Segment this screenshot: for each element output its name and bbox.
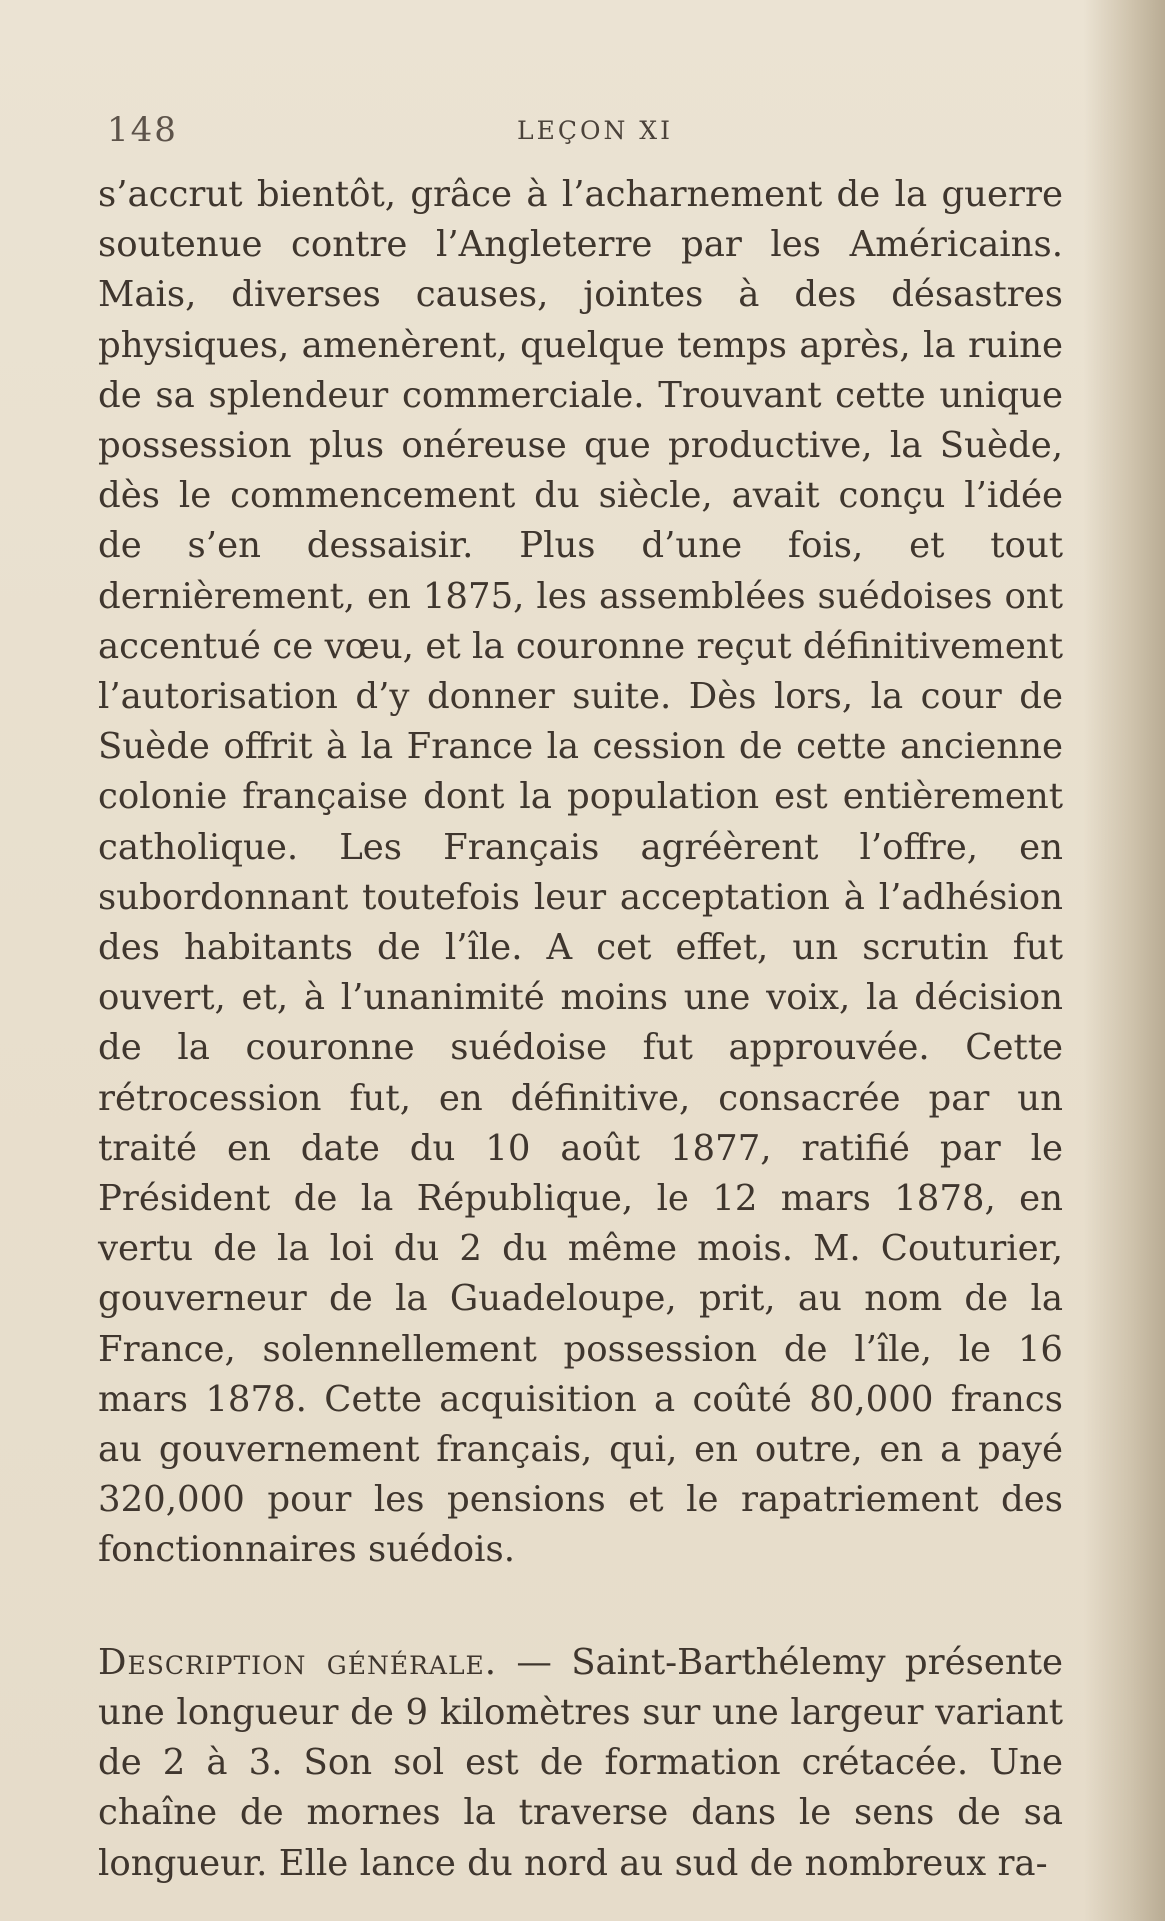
- page-number: 148: [107, 110, 178, 150]
- page-header: [97, 110, 1082, 150]
- paragraph-description: [98, 1638, 1063, 1889]
- section-heading-description: Description générale.: [98, 1641, 498, 1683]
- paragraph-history: s’accrut bientôt, grâce à l’acharnement de la guerre soutenue contre l’Angleterre par les Américains. Mais, diverses causes, jointes à des désastres physiques, amenèrent, quelque temps après, la ruine de sa splendeur commerciale. Trouvant cette unique possession plus onéreuse que productive, la Suède, dès le commencement du siècle, avait conçu l’idée de s’en dessaisir. Plus d’une fois, et tout dernièrement, en 1875, les assemblées suédoises ont accentué ce vœu, et la couronne reçut définitivement l’autorisation d’y donner suite. Dès lors, la cour de Suède offrit à la France la cession de cette ancienne colonie française dont la population est entièrement catholique. Les Français agréèrent l’offre, en subordonnant toutefois leur acceptation à l’adhésion des habitants de l’île. A cet effet, un scrutin fut ouvert, et, à l’unanimité moins une voix, la décision de la couronne suédoise fut approuvée. Cette rétrocession fut, en définitive, consacrée par un traité en date du 10 août 1877, ratifié par le Président de la République, le 12 mars 1878, en vertu de la loi du 2 du même mois. M. Couturier, gouverneur de la Guadeloupe, prit, au nom de la France, solennellement possession de l’île, le 16 mars 1878. Cette acquisition a coûté 80,000 francs au gouvernement français, qui, en outre, en a payé 320,000 pour les pensions et le rapatriement des fonctionnaires suédois.: [98, 174, 1063, 1571]
- page-body: [98, 170, 1063, 1889]
- running-head: LEÇON XI: [517, 116, 673, 145]
- paragraph-description-text: — Saint-Barthélemy présente une longueur de 9 kilomètres sur une largeur variant de 2 à 3. Son sol est de formation crétacée. Une chaîne de mornes la traverse dans le sens de sa longueur. Elle lance du nord au sud de nombreux ra-: [98, 1641, 1063, 1884]
